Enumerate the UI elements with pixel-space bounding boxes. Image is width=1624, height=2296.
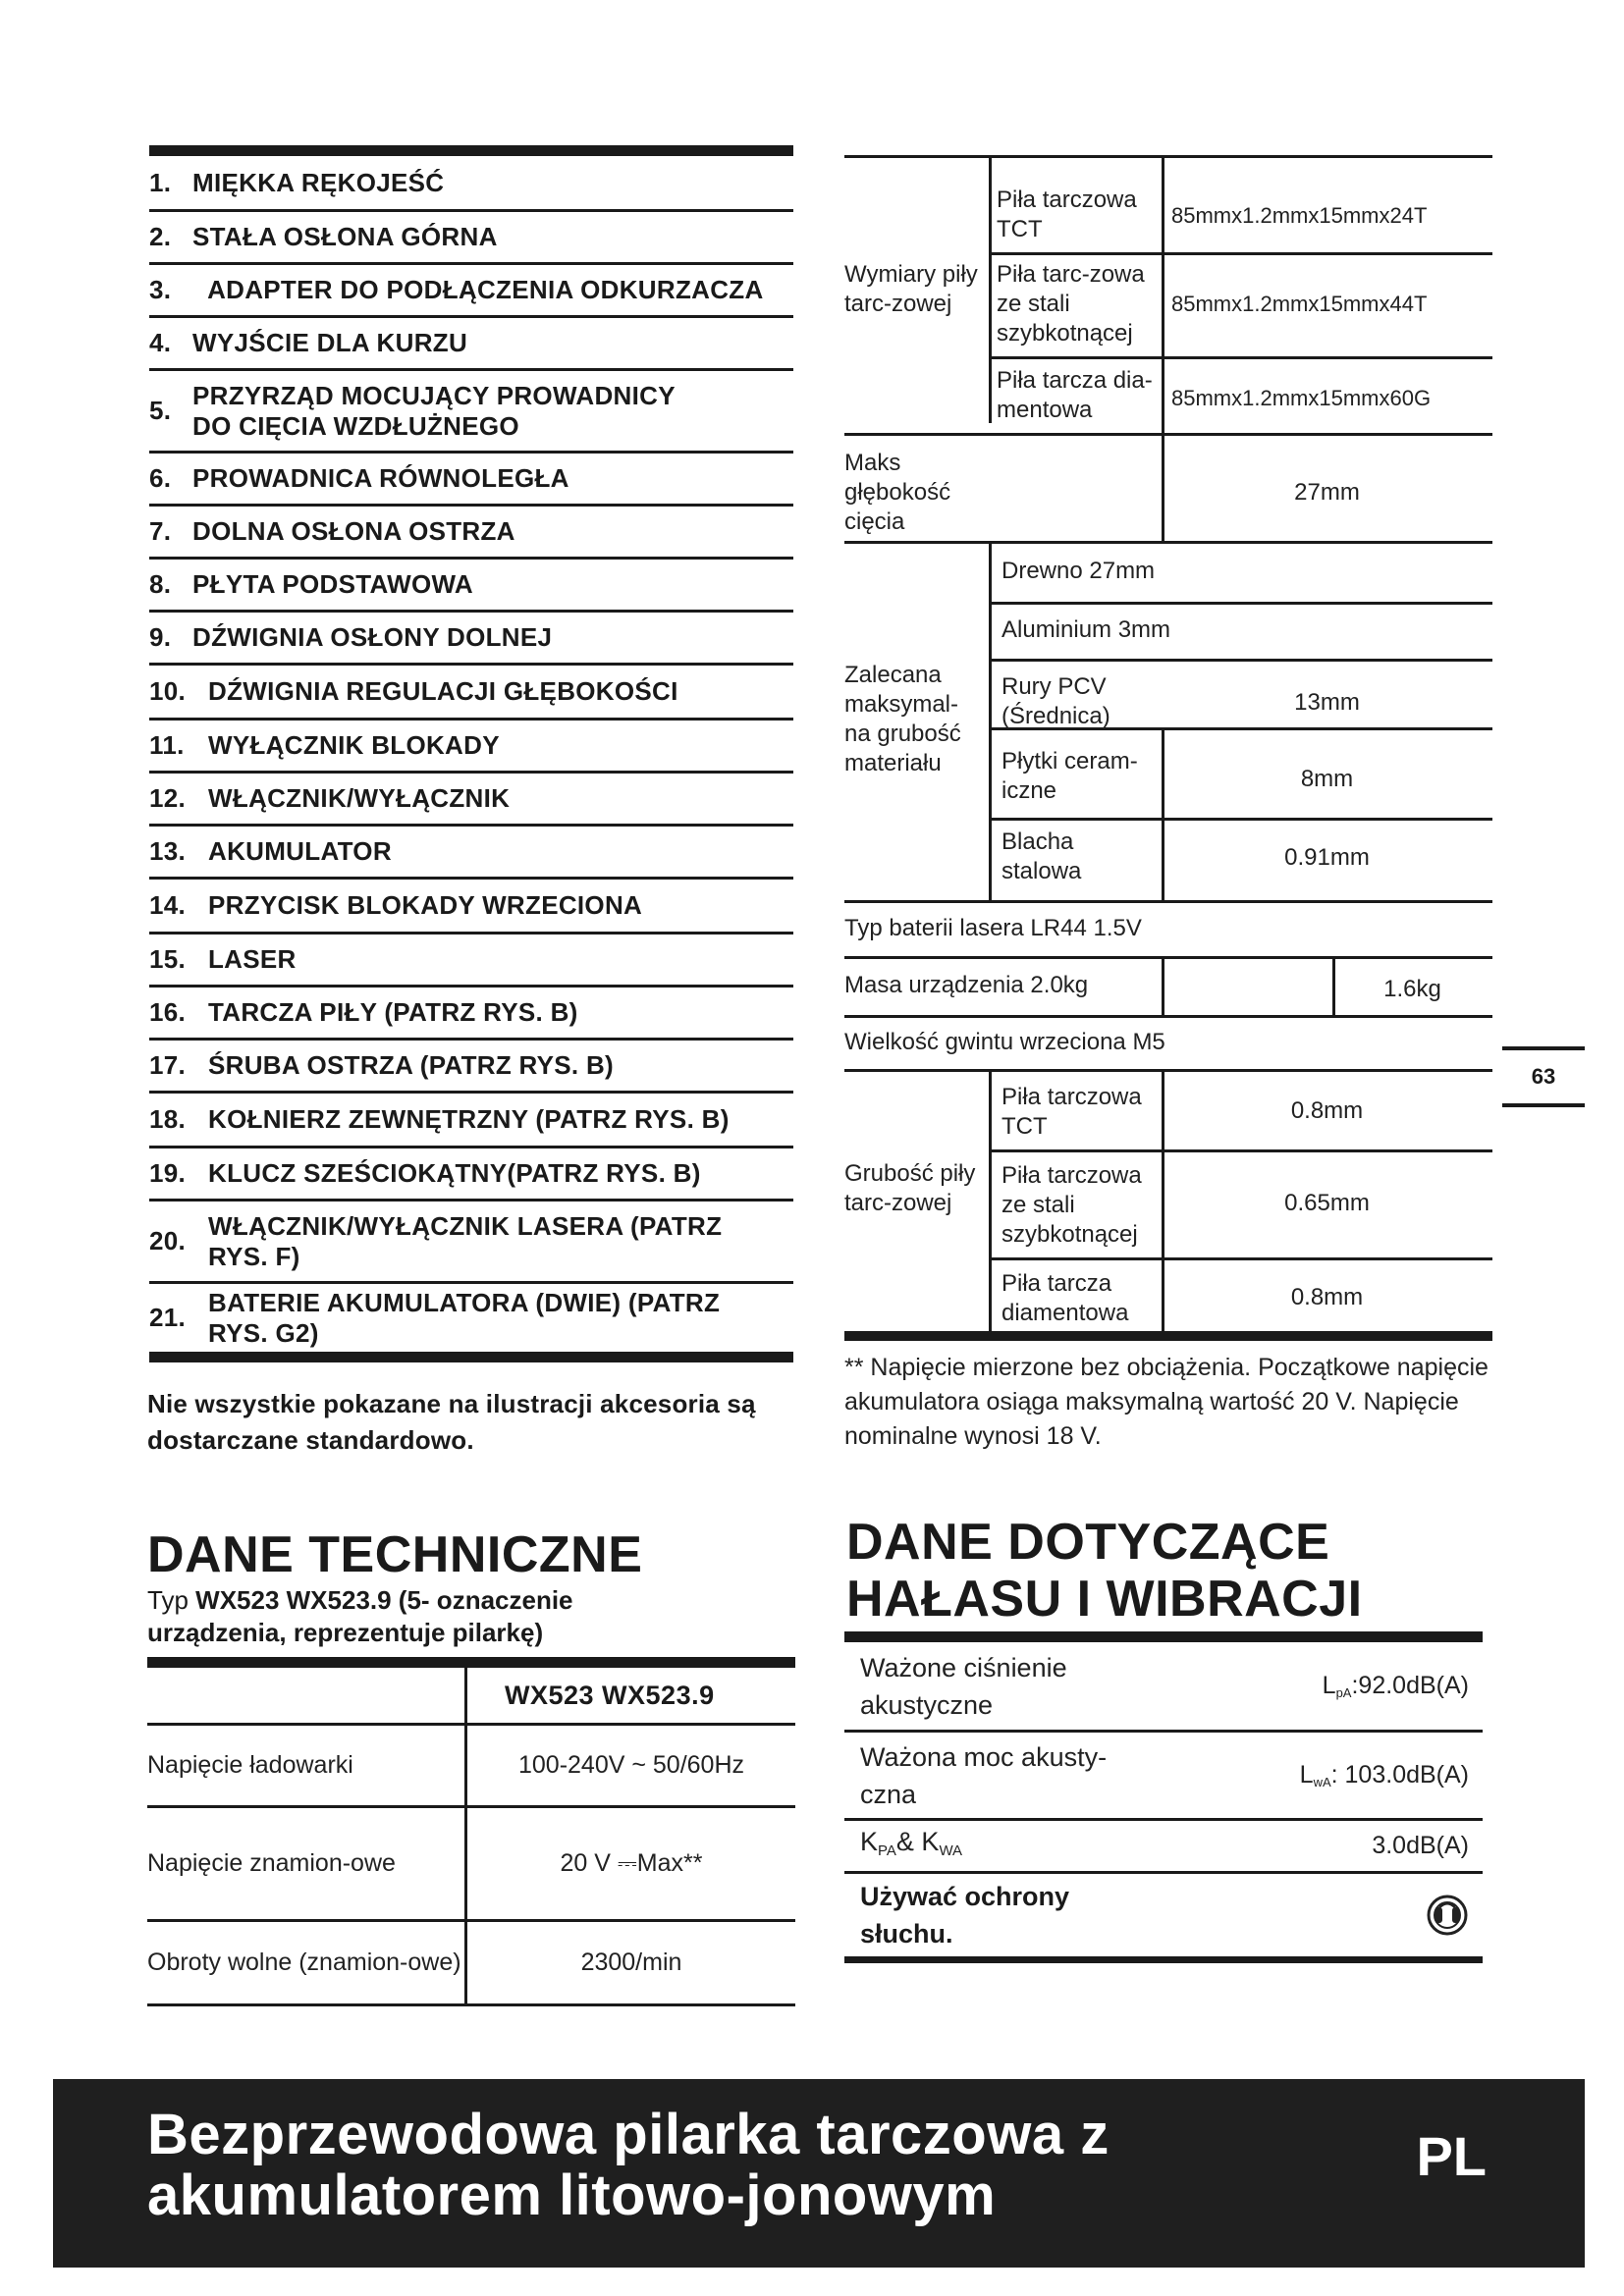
part-number: 4. (149, 328, 172, 357)
rated-voltage-label: Napięcie znamion-owe (147, 1808, 467, 1919)
divider (989, 252, 1492, 255)
k-symbol: & K (895, 1826, 940, 1856)
part-label: WŁĄCZNIK/WYŁĄCZNIK LASERA (PATRZ RYS. F) (208, 1210, 730, 1271)
wood-depth: Drewno 27mm (1001, 558, 1156, 584)
laser-battery: Typ baterii lasera LR44 1.5V (844, 915, 1142, 941)
power-number: : 103.0dB(A) (1330, 1761, 1469, 1789)
part-label: KLUCZ SZEŚCIOKĄTNY(PATRZ RYS. B) (208, 1158, 701, 1188)
part-label: WŁĄCZNIK/WYŁĄCZNIK (208, 783, 511, 813)
list-item (149, 1038, 793, 1091)
part-number: 5. (149, 396, 172, 425)
part-number: 7. (149, 516, 172, 546)
list-item (149, 1199, 793, 1281)
list-item (149, 315, 793, 368)
part-label: PŁYTA PODSTAWOWA (192, 569, 473, 599)
part-label: ADAPTER DO PODŁĄCZENIA ODKURZACZA (192, 275, 764, 304)
part-label: LASER (208, 944, 297, 974)
divider (844, 956, 1492, 959)
part-number: 9. (149, 622, 172, 652)
part-label: DŹWIGNIA REGULACJI GŁĘBOKOŚCI (208, 676, 678, 706)
blade-hss-label: Piła tarc-zowa ze stali szybkotnącej (997, 261, 1145, 347)
part-label: ŚRUBA OSTRZA (PATRZ RYS. B) (208, 1050, 615, 1080)
divider (989, 818, 1492, 821)
list-item (149, 504, 793, 557)
list-item (149, 985, 793, 1038)
list-item (149, 877, 793, 932)
part-number: 3. (149, 275, 172, 304)
rated-voltage-value: 20 V ⎓Max** (560, 1849, 703, 1877)
uncertainty-value: 3.0dB(A) (1372, 1832, 1469, 1859)
no-load-speed-value: 2300/min (580, 1949, 682, 1976)
table-row (844, 1821, 1483, 1874)
blade-dims-label: Wymiary piły tarc-zowej (844, 261, 978, 317)
table-row (147, 1808, 795, 1922)
max-depth-label: Maks głębokość cięcia (844, 450, 951, 535)
table-row (147, 1922, 795, 2006)
tiles-value: 8mm (1300, 766, 1354, 792)
tech-data-subtitle (147, 1584, 697, 1649)
language-code: PL (1416, 2125, 1487, 2187)
thickness-tct-value: 0.8mm (1290, 1097, 1364, 1124)
tech-data-table (147, 1657, 795, 2006)
sound-power-label: Ważona moc akusty-czna (860, 1741, 1108, 1809)
aluminium-depth: Aluminium 3mm (1001, 616, 1171, 643)
l-symbol: L (1322, 1672, 1336, 1699)
blade-tct-label: Piła tarczowa TCT (997, 187, 1137, 242)
divider (989, 602, 1492, 605)
part-label: STAŁA OSŁONA GÓRNA (192, 222, 498, 251)
empty-header-cell (147, 1668, 467, 1723)
parts-list (149, 145, 793, 1362)
part-number: 14. (149, 890, 187, 920)
thickness-diamond-label: Piła tarcza diamentowa (1001, 1270, 1129, 1326)
divider (1162, 727, 1164, 900)
part-label: BATERIE AKUMULATORA (DWIE) (PATRZ RYS. G2) (208, 1287, 728, 1348)
part-label: DŹWIGNIA OSŁONY DOLNEJ (192, 622, 553, 652)
divider (844, 433, 1492, 436)
part-number: 1. (149, 167, 172, 197)
part-label: PRZYCISK BLOKADY WRZECIONA (208, 890, 643, 920)
charger-voltage-label: Napięcie ładowarki (147, 1726, 467, 1805)
part-number: 2. (149, 222, 172, 251)
divider (989, 1071, 992, 1334)
page-number: 63 (1502, 1046, 1585, 1107)
l-symbol: L (1299, 1761, 1314, 1789)
divider (844, 1015, 1492, 1018)
divider (844, 541, 1492, 544)
divider (844, 1069, 1492, 1072)
part-number: 19. (149, 1158, 187, 1188)
divider (989, 356, 1492, 359)
part-label: KOŁNIERZ ZEWNĘTRZNY (PATRZ RYS. B) (208, 1104, 730, 1134)
list-item (149, 1091, 793, 1146)
list-item (149, 610, 793, 663)
divider (989, 158, 992, 423)
pvc-value: 13mm (1294, 689, 1360, 716)
part-number: 8. (149, 569, 172, 599)
sound-pressure-value (1323, 1672, 1469, 1700)
part-label: PRZYRZĄD MOCUJĄCY PROWADNICY DO CIĘCIA WZDŁUŻNEGO (192, 380, 682, 441)
part-number: 18. (149, 1104, 187, 1134)
spec-table (844, 155, 1492, 1341)
list-item (149, 771, 793, 824)
part-number: 21. (149, 1303, 187, 1332)
part-number: 16. (149, 997, 187, 1027)
blade-tct-value: 85mmx1.2mmx15mmx24T (1171, 203, 1428, 228)
thickness-diamond-value: 0.8mm (1290, 1284, 1364, 1310)
tech-data-title: DANE TECHNICZNE (147, 1526, 643, 1583)
footer-banner (53, 2079, 1585, 2268)
noise-data-table (844, 1631, 1483, 1963)
list-item (149, 824, 793, 877)
pvc-label: Rury PCV (Średnica) (1001, 673, 1110, 729)
type-prefix: Typ (147, 1585, 189, 1615)
part-number: 10. (149, 676, 187, 706)
part-number: 17. (149, 1050, 187, 1080)
thread-size: Wielkość gwintu wrzeciona M5 (844, 1029, 1165, 1055)
sound-pressure-label: Ważone ciśnienie akustyczne (860, 1652, 1067, 1720)
wa-subscript: WA (939, 1842, 963, 1859)
part-label: PROWADNICA RÓWNOLEGŁA (192, 463, 569, 493)
table-row (147, 1726, 795, 1808)
list-item (149, 262, 793, 315)
table-row (844, 1874, 1483, 1956)
noise-data-title: DANE DOTYCZĄCE HAŁASU I WIBRACJI (846, 1514, 1363, 1628)
thickness-label: Grubość piły tarc-zowej (844, 1160, 976, 1216)
product-title: Bezprzewodowa pilarka tarczowa z akumulatorem litowo-jonowym (147, 2103, 1110, 2227)
part-number: 6. (149, 463, 172, 493)
mass-value: 1.6kg (1383, 976, 1441, 1002)
pa-subscript: pA (1335, 1685, 1352, 1700)
voltage-footnote: ** Napięcie mierzone bez obciążenia. Początkowe napięcie akumulatora osiąga maksymalną wartość 20 V. Napięcie nominalne wynosi 18 V. (844, 1354, 1489, 1450)
thickness-hss-label: Piła tarczowa ze stali szybkotnącej (1001, 1162, 1142, 1248)
steel-label: Blacha stalowa (1001, 828, 1082, 884)
list-item (149, 451, 793, 504)
blade-hss-value: 85mmx1.2mmx15mmx44T (1171, 292, 1428, 316)
list-item (149, 557, 793, 610)
list-item (149, 368, 793, 451)
uncertainty-label (860, 1823, 962, 1870)
mass-label: Masa urządzenia 2.0kg (844, 972, 1089, 998)
hearing-protection-label: Używać ochrony słuchu. (860, 1882, 1070, 1949)
part-number: 12. (149, 783, 187, 813)
part-label: WYJŚCIE DLA KURZU (192, 328, 468, 357)
blade-diamond-label: Piła tarcza dia-mentowa (997, 367, 1153, 423)
divider (844, 900, 1492, 903)
list-item (149, 209, 793, 262)
pa-subscript: PA (878, 1842, 896, 1859)
list-item (149, 663, 793, 718)
part-label: MIĘKKA RĘKOJEŚĆ (192, 167, 445, 197)
blade-diamond-value: 85mmx1.2mmx15mmx60G (1171, 386, 1432, 410)
ear-protection-icon (1426, 1894, 1469, 1937)
divider (989, 543, 992, 900)
list-item (149, 1281, 793, 1352)
model-header: WX523 WX523.9 (505, 1680, 715, 1710)
table-row (844, 1642, 1483, 1733)
part-label: DOLNA OSŁONA OSTRZA (192, 516, 515, 546)
divider (989, 1149, 1492, 1152)
charger-voltage-value: 100-240V ~ 50/60Hz (517, 1751, 745, 1779)
part-number: 13. (149, 836, 187, 866)
part-label: TARCZA PIŁY (PATRZ RYS. B) (208, 997, 578, 1027)
thickness-tct-label: Piła tarczowa TCT (1001, 1084, 1142, 1140)
max-depth-value: 27mm (1294, 479, 1360, 506)
table-row (844, 1733, 1483, 1821)
wa-subscript: wA (1313, 1775, 1331, 1789)
divider (1162, 958, 1164, 1015)
part-number: 20. (149, 1226, 187, 1255)
no-load-speed-label: Obroty wolne (znamion-owe) (147, 1922, 467, 2003)
part-number: 11. (149, 730, 185, 760)
steel-value: 0.91mm (1284, 844, 1370, 871)
part-number: 15. (149, 944, 187, 974)
divider (989, 659, 1492, 662)
model-description: WX523 WX523.9 (5- oznaczenie urządzenia, reprezentuje pilarkę) (147, 1585, 573, 1647)
part-label: AKUMULATOR (208, 836, 392, 866)
sound-power-value (1300, 1761, 1469, 1789)
divider (989, 1257, 1492, 1260)
part-label: WYŁĄCZNIK BLOKADY (208, 730, 500, 760)
accessories-note: Nie wszystkie pokazane na ilustracji akcesoria są dostarczane standardowo. (147, 1389, 756, 1455)
k-symbol: K (860, 1826, 879, 1856)
material-label: Zalecana maksymal-na grubość materiału (844, 662, 961, 776)
list-item (149, 718, 793, 771)
list-item (149, 156, 793, 209)
table-header-row (147, 1668, 795, 1726)
list-item (149, 1146, 793, 1199)
pressure-number: :92.0dB(A) (1351, 1672, 1469, 1699)
thickness-hss-value: 0.65mm (1284, 1190, 1370, 1216)
list-item (149, 932, 793, 985)
tiles-label: Płytki ceram-iczne (1001, 748, 1138, 804)
